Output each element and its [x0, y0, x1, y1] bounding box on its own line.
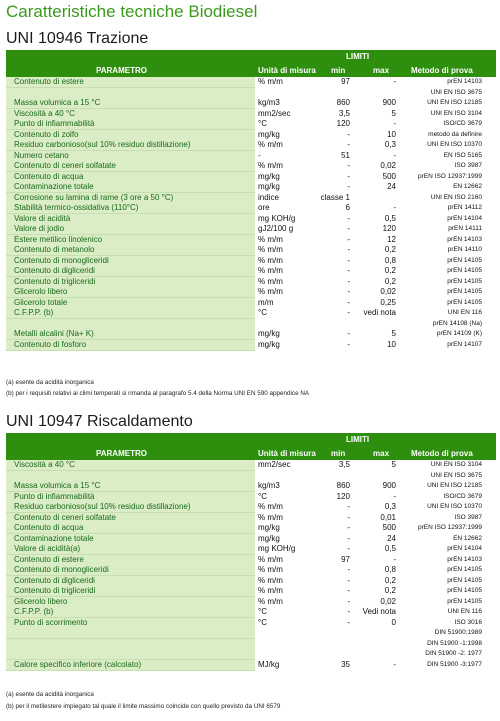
- min-cell: -: [347, 586, 350, 595]
- param-cell: Valore di jodio: [6, 224, 255, 235]
- table-row: [6, 513, 496, 524]
- min-cell: [306, 471, 350, 482]
- min-cell: -: [347, 565, 350, 574]
- max-cell: -: [393, 119, 396, 128]
- unit-cell: °C: [258, 119, 267, 128]
- header-limiti: LIMITI: [346, 52, 370, 61]
- min-cell: -: [347, 329, 350, 338]
- param-cell: Valore di acidità(a): [6, 544, 255, 555]
- unit-cell: % m/m: [258, 77, 283, 86]
- method-cell: prEN 14109 (K): [436, 330, 482, 337]
- table-row: [6, 266, 496, 277]
- table-row: [6, 308, 496, 319]
- param-cell: Punto di infiammabilità: [6, 492, 255, 503]
- unit-cell: gJ2/100 g: [258, 224, 294, 233]
- min-cell: -: [347, 617, 350, 627]
- max-cell: [350, 628, 396, 639]
- min-cell: -: [347, 213, 350, 223]
- min-cell: 3,5: [338, 108, 350, 118]
- method-cell: ISO 3987: [454, 162, 482, 169]
- unit-cell: % m/m: [258, 586, 283, 595]
- min-cell: 120: [336, 491, 350, 501]
- table-row: [6, 193, 496, 204]
- max-cell: 0,2: [384, 266, 396, 275]
- header-min: min: [331, 66, 346, 75]
- method-cell: UNI EN 116: [447, 309, 482, 316]
- spec-table-riscaldamento: [6, 433, 496, 670]
- unit-cell: mm2/sec: [258, 460, 291, 469]
- method-cell: UNI EN ISO 3675: [430, 88, 482, 96]
- unit-cell: ore: [258, 203, 270, 212]
- param-cell: Glicerolo libero: [6, 597, 255, 608]
- table-row: [6, 245, 496, 256]
- min-cell: -: [347, 512, 350, 522]
- table-row: [6, 481, 496, 492]
- header-parametro: PARAMETRO: [96, 449, 147, 458]
- min-cell: [306, 628, 350, 639]
- min-cell: -: [347, 523, 350, 532]
- table-row: [6, 172, 496, 183]
- max-cell: 24: [387, 182, 396, 191]
- header-max: max: [373, 66, 390, 75]
- method-cell: prEN 14105: [447, 566, 482, 573]
- table-row: [6, 460, 496, 471]
- unit-cell: mg/kg: [258, 533, 280, 543]
- param-cell: [6, 649, 255, 660]
- footnote-a: (a) esente da acidità inorganica: [6, 691, 94, 698]
- method-cell: prEN 14103: [447, 235, 482, 243]
- param-cell: Estere metilico linolenico: [6, 235, 255, 246]
- unit-cell: °C: [258, 308, 267, 317]
- method-cell: prEN 14107: [447, 340, 482, 348]
- min-cell: -: [347, 502, 350, 511]
- method-cell: prEN 14105: [447, 298, 482, 306]
- unit-cell: mm2/sec: [258, 108, 291, 118]
- unit-cell: mg/kg: [258, 523, 280, 532]
- table-row: [6, 319, 496, 330]
- param-cell: Glicerolo libero: [6, 287, 255, 298]
- row-divider: [6, 670, 255, 671]
- unit-cell: % m/m: [258, 502, 283, 511]
- max-cell: 120: [382, 224, 396, 233]
- unit-cell: mg KOH/g: [258, 544, 296, 553]
- method-cell: prEN 14110: [447, 246, 482, 253]
- unit-cell: mg/kg: [258, 129, 280, 139]
- max-cell: 0,8: [384, 255, 396, 265]
- unit-cell: % m/m: [258, 234, 283, 244]
- table-row: [6, 214, 496, 225]
- table-row: [6, 298, 496, 309]
- table-row: [6, 555, 496, 566]
- header-unita: Unità di misura: [258, 449, 316, 458]
- table-row: [6, 471, 496, 482]
- max-cell: [350, 471, 396, 482]
- max-cell: 0,2: [384, 575, 396, 585]
- table-row: [6, 329, 496, 340]
- param-cell: Stabilità termico-ossidativa (110°C): [6, 203, 255, 214]
- max-cell: -: [393, 77, 396, 86]
- max-cell: 0,5: [384, 544, 396, 553]
- min-cell: 120: [336, 119, 350, 128]
- param-cell: Residuo carbonioso(sul 10% residuo distillazione): [6, 502, 255, 513]
- spec-table-trazione: [6, 50, 496, 350]
- table-header: [6, 50, 496, 77]
- method-cell: UNI EN ISO 3104: [430, 461, 482, 468]
- max-cell: [350, 193, 396, 204]
- param-cell: [6, 88, 255, 99]
- param-cell: Punto di scorrimento: [6, 618, 255, 629]
- table-row: [6, 565, 496, 576]
- method-cell: prEN 14108 (Na): [432, 319, 482, 327]
- max-cell: -: [393, 659, 396, 669]
- max-cell: Vedi nota: [362, 607, 396, 616]
- param-cell: Numero cetano: [6, 151, 255, 162]
- param-cell: Contenuto di trigliceridi: [6, 277, 255, 288]
- max-cell: 5: [391, 329, 396, 338]
- min-cell: -: [347, 544, 350, 553]
- param-cell: Residuo carbonioso(sul 10% residuo distillazione): [6, 140, 255, 151]
- param-cell: Contaminazione totale: [6, 182, 255, 193]
- table-row: [6, 628, 496, 639]
- param-cell: Contenuto di zolfo: [6, 130, 255, 141]
- table-row: [6, 119, 496, 130]
- table-row: [6, 523, 496, 534]
- min-cell: -: [347, 234, 350, 244]
- min-cell: -: [347, 171, 350, 181]
- min-cell: [306, 639, 350, 650]
- param-cell: Contaminazione totale: [6, 534, 255, 545]
- min-cell: 35: [341, 659, 350, 669]
- min-cell: -: [347, 182, 350, 191]
- table-row: [6, 660, 496, 671]
- max-cell: [350, 649, 396, 660]
- param-cell: Contenuto di metanolo: [6, 245, 255, 256]
- table-row: [6, 224, 496, 235]
- method-cell: prEN 14105: [447, 576, 482, 584]
- unit-cell: mg/kg: [258, 329, 280, 338]
- min-cell: 860: [336, 481, 350, 490]
- max-cell: 5: [391, 460, 396, 469]
- table-row: [6, 340, 496, 351]
- max-cell: 0,02: [380, 287, 396, 296]
- max-cell: 0: [391, 617, 396, 627]
- table-row: [6, 492, 496, 503]
- method-cell: prEN 14104: [447, 214, 482, 222]
- param-cell: [6, 639, 255, 650]
- table-header: [6, 433, 496, 460]
- param-cell: Viscosità a 40 °C: [6, 109, 255, 120]
- max-cell: 500: [382, 171, 396, 181]
- header-min: min: [331, 449, 346, 458]
- table-row: [6, 161, 496, 172]
- unit-cell: m/m: [258, 297, 274, 307]
- method-cell: prEN 14105: [447, 256, 482, 264]
- table-row: [6, 544, 496, 555]
- footnote-a: (a) esente da acidità inorganica: [6, 379, 94, 386]
- max-cell: 500: [382, 523, 396, 532]
- unit-cell: -: [258, 150, 261, 160]
- max-cell: 5: [391, 108, 396, 118]
- method-cell: DIN 51900:1989: [434, 629, 482, 636]
- max-cell: 0,3: [384, 502, 396, 511]
- method-cell: UNI EN 116: [447, 608, 482, 615]
- max-cell: 0,8: [384, 565, 396, 574]
- max-cell: 900: [382, 98, 396, 107]
- unit-cell: % m/m: [258, 140, 283, 149]
- min-cell: -: [347, 575, 350, 585]
- min-cell: [306, 88, 350, 99]
- method-cell: prEN 14105: [447, 288, 482, 295]
- param-cell: Valore di acidità: [6, 214, 255, 225]
- method-cell: EN 12662: [453, 183, 482, 190]
- table-row: [6, 130, 496, 141]
- max-cell: 0,02: [380, 161, 396, 170]
- method-cell: EN 12662: [453, 534, 482, 542]
- min-cell: 51: [341, 150, 350, 160]
- method-cell: UNI EN ISO 3104: [430, 109, 482, 117]
- param-cell: Calore specifico inferiore (calcolato): [6, 660, 255, 671]
- param-cell: Contenuto di digliceridi: [6, 576, 255, 587]
- max-cell: 0,2: [384, 276, 396, 286]
- min-cell: 860: [336, 98, 350, 107]
- min-cell: -: [347, 245, 350, 254]
- table-row: [6, 639, 496, 650]
- min-cell: 97: [341, 77, 350, 86]
- param-cell: Massa volumica a 15 °C: [6, 481, 255, 492]
- param-cell: Contenuto di estere: [6, 555, 255, 566]
- min-cell: -: [347, 339, 350, 349]
- page-title: Caratteristiche tecniche Biodiesel: [6, 2, 258, 21]
- unit-cell: % m/m: [258, 596, 283, 606]
- header-limiti: LIMITI: [346, 435, 370, 444]
- table-row: [6, 77, 496, 88]
- min-cell: -: [347, 266, 350, 275]
- max-cell: 900: [382, 481, 396, 490]
- method-cell: prEN 14105: [447, 277, 482, 285]
- max-cell: 0,25: [380, 297, 396, 307]
- header-parametro: PARAMETRO: [96, 66, 147, 75]
- method-cell: prEN 14105: [447, 267, 482, 274]
- header-metodo: Metodo di prova: [411, 66, 473, 75]
- table-row: [6, 256, 496, 267]
- param-cell: [6, 471, 255, 482]
- method-cell: prEN 14112: [447, 204, 482, 211]
- method-cell: prEN 14105: [447, 597, 482, 605]
- table-row: [6, 88, 496, 99]
- min-cell: 97: [341, 554, 350, 564]
- method-cell: EN ISO 5165: [443, 151, 482, 159]
- unit-cell: % m/m: [258, 161, 283, 170]
- method-cell: metodo da definire: [428, 130, 482, 138]
- param-cell: Massa volumica a 15 °C: [6, 98, 255, 109]
- max-cell: [350, 319, 396, 330]
- table-row: [6, 151, 496, 162]
- max-cell: 12: [387, 234, 396, 244]
- param-cell: Contenuto di estere: [6, 77, 255, 88]
- table-row: [6, 502, 496, 513]
- min-cell: -: [347, 533, 350, 543]
- table-row: [6, 287, 496, 298]
- max-cell: vedi nota: [363, 308, 396, 317]
- table-row: [6, 534, 496, 545]
- min-cell: -: [347, 140, 350, 149]
- method-cell: UNI EN ISO 12185: [427, 99, 482, 106]
- param-cell: Corrosione su lamina di rame (3 ore a 50 °C): [6, 193, 255, 204]
- max-cell: -: [393, 554, 396, 564]
- unit-cell: % m/m: [258, 276, 283, 286]
- header-unita: Unità di misura: [258, 66, 316, 75]
- max-cell: 10: [387, 339, 396, 349]
- table-row: [6, 576, 496, 587]
- param-cell: Contenuto di monogliceridi: [6, 256, 255, 267]
- unit-cell: MJ/kg: [258, 659, 280, 669]
- min-cell: 3,5: [338, 460, 350, 469]
- method-cell: UNI EN ISO 3675: [430, 471, 482, 479]
- max-cell: 10: [387, 129, 396, 139]
- unit-cell: mg KOH/g: [258, 213, 296, 223]
- min-cell: [306, 319, 350, 330]
- param-cell: Metalli alcalini (Na+ K): [6, 329, 255, 340]
- method-cell: prEN 14105: [447, 587, 482, 594]
- unit-cell: % m/m: [258, 287, 283, 296]
- min-cell: -: [347, 287, 350, 296]
- unit-cell: % m/m: [258, 575, 283, 585]
- method-cell: ISO 3987: [454, 513, 482, 521]
- max-cell: 0,01: [380, 512, 396, 522]
- table-body: [6, 460, 496, 670]
- method-cell: DIN 51900 -1:1998: [427, 639, 482, 647]
- table-row: [6, 586, 496, 597]
- table-row: [6, 277, 496, 288]
- method-cell: prEN 14111: [448, 225, 482, 232]
- unit-cell: mg/kg: [258, 339, 280, 349]
- table-body: [6, 77, 496, 350]
- min-cell: -: [347, 308, 350, 317]
- max-cell: 0,2: [384, 245, 396, 254]
- param-cell: Glicerolo totale: [6, 298, 255, 309]
- min-cell: -: [347, 129, 350, 139]
- table-row: [6, 203, 496, 214]
- unit-cell: °C: [258, 491, 267, 501]
- unit-cell: °C: [258, 607, 267, 616]
- param-cell: [6, 628, 255, 639]
- method-cell: UNI EN ISO 10370: [427, 503, 482, 510]
- unit-cell: indice: [258, 192, 279, 202]
- max-cell: 0,2: [384, 586, 396, 595]
- param-cell: Contenuto di trigliceridi: [6, 586, 255, 597]
- method-cell: ISO/CD 3679: [443, 120, 482, 127]
- param-cell: C.F.P.P. (b): [6, 308, 255, 319]
- table-row: [6, 109, 496, 120]
- table-row: [6, 618, 496, 629]
- min-cell: classe 1: [320, 192, 350, 202]
- param-cell: Contenuto di fosforo: [6, 340, 255, 351]
- param-cell: Viscosità a 40 °C: [6, 460, 255, 471]
- min-cell: -: [347, 297, 350, 307]
- min-cell: [306, 649, 350, 660]
- method-cell: UNI EN ISO 2160: [430, 193, 482, 201]
- section-title-riscaldamento: UNI 10947 Riscaldamento: [6, 413, 193, 430]
- unit-cell: kg/m3: [258, 98, 280, 107]
- unit-cell: % m/m: [258, 245, 283, 254]
- table-row: [6, 597, 496, 608]
- unit-cell: % m/m: [258, 266, 283, 275]
- max-cell: 0,02: [380, 596, 396, 606]
- min-cell: -: [347, 607, 350, 616]
- unit-cell: % m/m: [258, 554, 283, 564]
- max-cell: -: [393, 150, 396, 160]
- unit-cell: mg/kg: [258, 171, 280, 181]
- method-cell: DIN 51900 -2: 1977: [425, 650, 482, 657]
- section-title-trazione: UNI 10946 Trazione: [6, 30, 149, 47]
- table-row: [6, 98, 496, 109]
- param-cell: Contenuto di acqua: [6, 172, 255, 183]
- method-cell: DIN 51900 -3:1977: [427, 660, 482, 668]
- method-cell: prEN ISO 12937:1999: [418, 524, 482, 531]
- min-cell: -: [347, 596, 350, 606]
- method-cell: UNI EN ISO 12185: [427, 482, 482, 489]
- max-cell: -: [393, 203, 396, 212]
- method-cell: prEN 14103: [447, 78, 482, 85]
- table-row: [6, 607, 496, 618]
- row-divider: [6, 350, 255, 351]
- unit-cell: % m/m: [258, 255, 283, 265]
- param-cell: Contenuto di acqua: [6, 523, 255, 534]
- footnote-b: (b) per i requisiti relativi ai climi temperati si rimanda al paragrafo 5.4 della Norma UNI EN 590 appendice NA: [6, 390, 310, 397]
- unit-cell: mg/kg: [258, 182, 280, 191]
- header-metodo: Metodo di prova: [411, 449, 473, 458]
- max-cell: -: [393, 491, 396, 501]
- method-cell: UNI EN ISO 10370: [427, 141, 482, 148]
- header-max: max: [373, 449, 390, 458]
- min-cell: -: [347, 224, 350, 233]
- max-cell: 0,3: [384, 140, 396, 149]
- unit-cell: kg/m3: [258, 481, 280, 490]
- max-cell: [350, 639, 396, 650]
- unit-cell: % m/m: [258, 512, 283, 522]
- min-cell: 6: [345, 203, 350, 212]
- table-row: [6, 182, 496, 193]
- param-cell: Punto di infiammabilità: [6, 119, 255, 130]
- method-cell: prEN 14104: [447, 545, 482, 552]
- param-cell: Contenuto di digliceridi: [6, 266, 255, 277]
- method-cell: prEN ISO 12937:1999: [418, 172, 482, 180]
- param-cell: Contenuto di monogliceridi: [6, 565, 255, 576]
- min-cell: -: [347, 276, 350, 286]
- method-cell: ISO/CD 3679: [443, 492, 482, 500]
- footnote-b: (b) per il metilestere impiegato tal quale il limite massimo coincide con quello previsto da UNI 6579: [6, 703, 281, 710]
- method-cell: ISO 3016: [454, 618, 482, 626]
- param-cell: C.F.P.P. (b): [6, 607, 255, 618]
- table-row: [6, 235, 496, 246]
- table-row: [6, 140, 496, 151]
- unit-cell: °C: [258, 617, 267, 627]
- min-cell: -: [347, 161, 350, 170]
- max-cell: [350, 88, 396, 99]
- min-cell: -: [347, 255, 350, 265]
- table-row: [6, 649, 496, 660]
- unit-cell: % m/m: [258, 565, 283, 574]
- param-cell: Contenuto di ceneri solfatate: [6, 161, 255, 172]
- max-cell: 24: [387, 533, 396, 543]
- param-cell: [6, 319, 255, 330]
- max-cell: 0,5: [384, 213, 396, 223]
- param-cell: Contenuto di ceneri solfatate: [6, 513, 255, 524]
- method-cell: prEN 14103: [447, 555, 482, 563]
